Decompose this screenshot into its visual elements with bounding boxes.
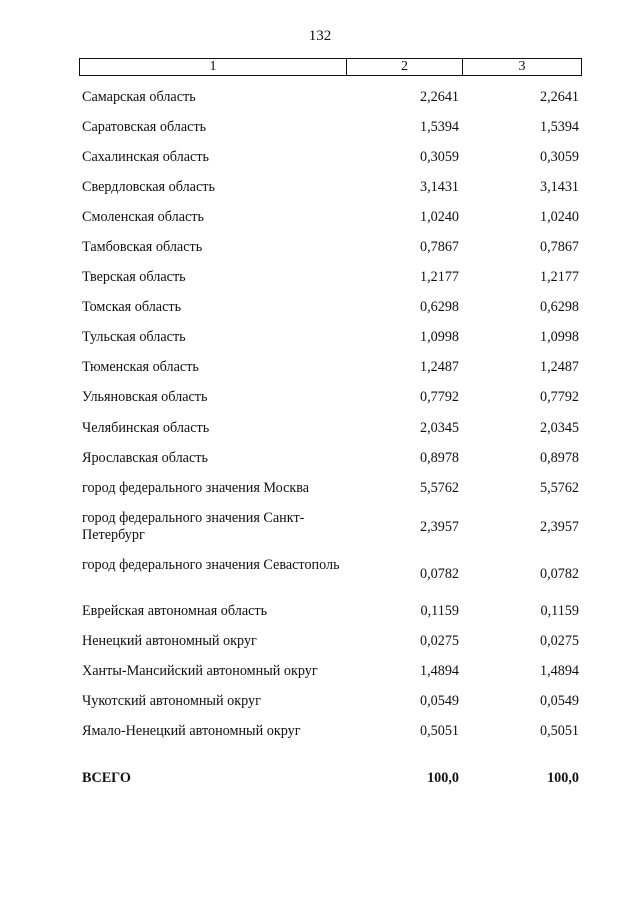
value-col-3: 0,8978 xyxy=(539,450,579,466)
header-col-1: 1 xyxy=(80,59,347,75)
header-col-3: 3 xyxy=(518,59,526,74)
value-col-3: 2,0345 xyxy=(539,420,579,436)
region-name: Томская область xyxy=(82,299,182,315)
page-number: 132 xyxy=(308,28,332,44)
value-col-3: 2,2641 xyxy=(539,89,579,105)
region-name: Самарская область xyxy=(82,89,196,105)
region-name: город федерального значения Севастополь xyxy=(82,557,340,573)
value-col-2: 0,7867 xyxy=(419,239,459,255)
region-name: Ямало-Ненецкий автономный округ xyxy=(82,723,301,739)
region-name: Ярославская область xyxy=(82,450,208,466)
region-name: Свердловская область xyxy=(82,179,215,195)
total-label: ВСЕГО xyxy=(82,770,131,786)
value-col-2: 0,6298 xyxy=(419,299,459,315)
value-col-2: 1,2177 xyxy=(419,269,459,285)
value-col-2: 2,3957 xyxy=(419,519,459,535)
value-col-3: 1,2177 xyxy=(539,269,579,285)
value-col-2: 0,0782 xyxy=(419,566,459,582)
header-col-2: 2 xyxy=(347,59,463,75)
value-col-2: 0,0275 xyxy=(419,633,459,649)
value-col-3: 1,4894 xyxy=(539,663,579,679)
value-col-2: 0,0549 xyxy=(419,693,459,709)
value-col-3: 1,2487 xyxy=(539,359,579,375)
value-col-2: 0,8978 xyxy=(419,450,459,466)
region-name: Ненецкий автономный округ xyxy=(82,633,257,649)
total-value-col-3: 100,0 xyxy=(547,770,579,786)
value-col-3: 2,3957 xyxy=(539,519,579,535)
region-name: Тюменская область xyxy=(82,359,199,375)
value-col-2: 0,7792 xyxy=(419,389,459,405)
value-col-2: 1,4894 xyxy=(419,663,459,679)
region-name: Тамбовская область xyxy=(82,239,203,255)
value-col-2: 1,0240 xyxy=(419,209,459,225)
value-col-3: 1,0240 xyxy=(539,209,579,225)
value-col-2: 5,5762 xyxy=(419,480,459,496)
table-header xyxy=(79,58,582,76)
value-col-3: 0,6298 xyxy=(539,299,579,315)
region-name: Тульская область xyxy=(82,329,186,345)
value-col-3: 0,0549 xyxy=(539,693,579,709)
value-col-3: 1,5394 xyxy=(539,119,579,135)
value-col-2: 0,5051 xyxy=(419,723,459,739)
value-col-2: 0,3059 xyxy=(419,149,459,165)
value-col-2: 2,2641 xyxy=(419,89,459,105)
value-col-3: 1,0998 xyxy=(539,329,579,345)
region-name: город федерального значения Санкт-Петербург xyxy=(82,510,305,543)
region-name: Тверская область xyxy=(82,269,186,285)
region-name: Чукотский автономный округ xyxy=(82,693,261,709)
value-col-3: 0,7792 xyxy=(539,389,579,405)
value-col-2: 1,2487 xyxy=(419,359,459,375)
region-name: Челябинская область xyxy=(82,420,210,436)
value-col-3: 0,5051 xyxy=(539,723,579,739)
total-value-col-2: 100,0 xyxy=(427,770,459,786)
value-col-2: 0,1159 xyxy=(420,603,459,619)
value-col-3: 5,5762 xyxy=(539,480,579,496)
region-name: Ульяновская область xyxy=(82,389,208,405)
value-col-3: 3,1431 xyxy=(539,179,579,195)
region-name: Сахалинская область xyxy=(82,149,210,165)
value-col-3: 0,0782 xyxy=(539,566,579,582)
value-col-2: 1,5394 xyxy=(419,119,459,135)
region-name: Ханты-Мансийский автономный округ xyxy=(82,663,318,679)
value-col-2: 3,1431 xyxy=(419,179,459,195)
region-name: Саратовская область xyxy=(82,119,207,135)
region-name: город федерального значения Москва xyxy=(82,480,310,496)
value-col-2: 1,0998 xyxy=(419,329,459,345)
region-name: Смоленская область xyxy=(82,209,204,225)
value-col-3: 0,3059 xyxy=(539,149,579,165)
value-col-3: 0,1159 xyxy=(540,603,579,619)
region-name: Еврейская автономная область xyxy=(82,603,268,619)
value-col-2: 2,0345 xyxy=(419,420,459,436)
value-col-3: 0,0275 xyxy=(539,633,579,649)
value-col-3: 0,7867 xyxy=(539,239,579,255)
